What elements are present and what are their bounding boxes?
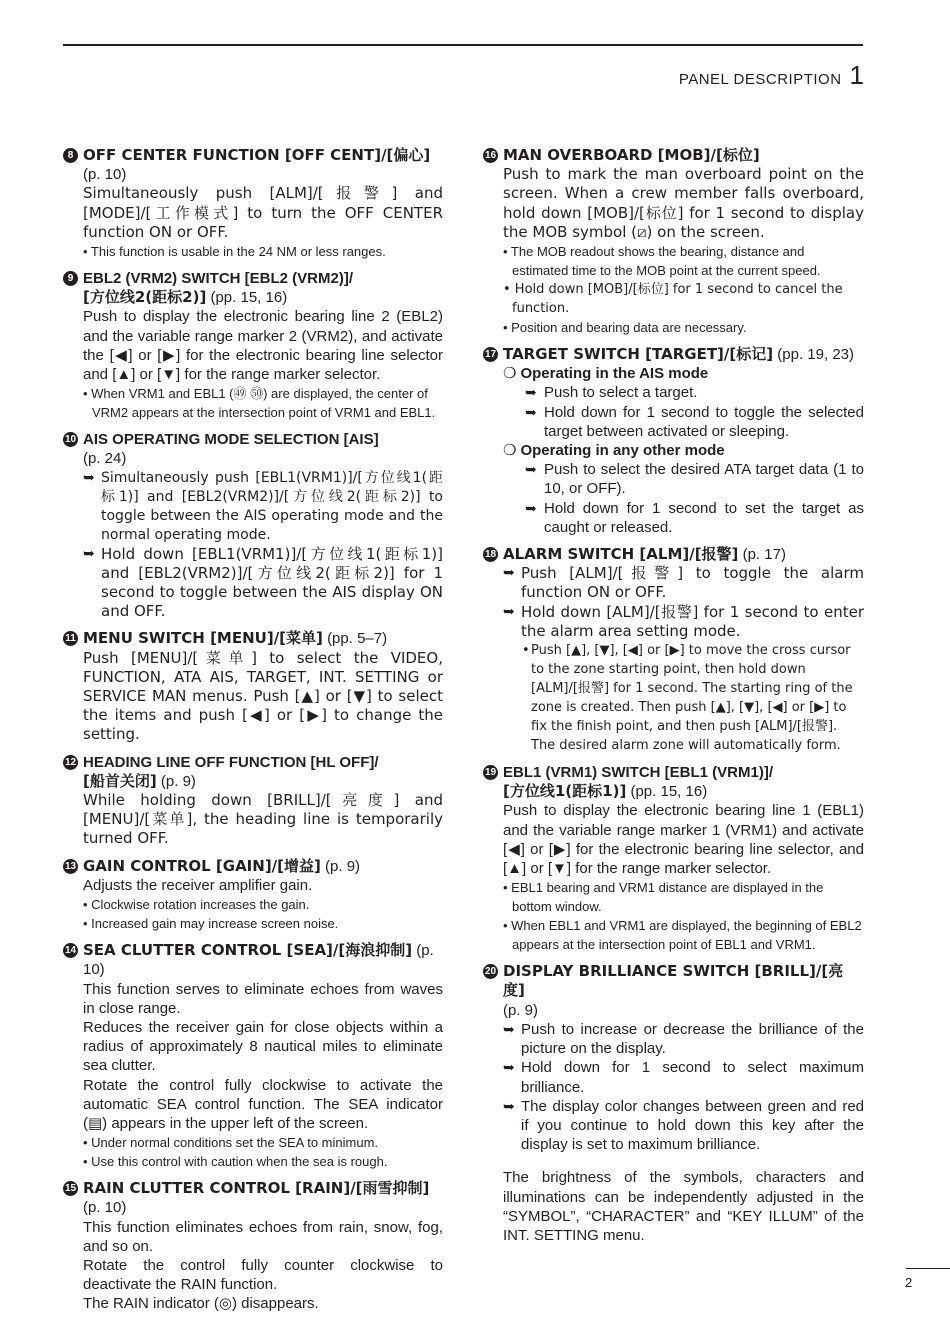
arrow-text: Push to increase or decrease the brilliance of the picture on the display. — [521, 1020, 864, 1058]
note — [483, 280, 864, 318]
note — [63, 384, 443, 422]
page-number: 2 — [905, 1275, 913, 1290]
arrow-item — [483, 1097, 864, 1155]
title-text: EBL2 (VRM2) SWITCH [EBL2 (VRM2)]/ — [83, 270, 353, 288]
subheading-text: Operating in the AIS mode — [520, 365, 709, 383]
arrow-item — [63, 469, 443, 545]
title-text: TARGET SWITCH [TARGET]/[标记] — [503, 345, 774, 364]
section-16 — [483, 146, 864, 337]
page-ref: (p. 9) — [503, 1001, 539, 1019]
note-text: • Position and bearing data are necessary. — [503, 320, 747, 336]
left-column — [63, 146, 443, 1322]
page-ref: (p. 10) — [83, 1199, 127, 1217]
page-ref: (pp. 15, 16) — [210, 289, 288, 307]
number-marker: 16 — [484, 150, 497, 161]
body-text: Adjusts the receiver amplifier gain. — [83, 876, 313, 894]
chapter-number: 1 — [849, 60, 864, 90]
note-text: • EBL1 bearing and VRM1 distance are displayed in the bottom window. — [503, 880, 824, 915]
page-ref: (pp. 15, 16) — [630, 783, 708, 801]
arrow-item — [483, 460, 864, 498]
arrow-icon: ➥ — [503, 1059, 515, 1076]
arrow-text: Hold down [ALM]/[报警] for 1 second to enter the alarm area setting mode. — [521, 602, 864, 640]
arrow-text: Simultaneously push [EBL1(VRM1)]/[方位线1(距标1)] and [EBL2(VRM2)]/[方位线2(距标2)] to toggle between the AIS operating mode and the normal operating mode. — [101, 469, 443, 543]
arrow-text: Hold down [EBL1(VRM1)]/[方位线1(距标1)] and [EBL2(VRM2)]/[方位线2(距标2)] for 1 second to toggle between the AIS display ON and OFF. — [101, 544, 443, 621]
page-ref: (p. 10) — [83, 166, 127, 184]
section-title — [483, 345, 864, 364]
subheading-text: Operating in any other mode — [520, 442, 725, 460]
body-text: This function serves to eliminate echoes from waves in close range. — [83, 980, 443, 1017]
page-header — [679, 60, 864, 91]
note — [483, 878, 864, 916]
arrow-item — [483, 1058, 864, 1096]
title-continued — [483, 782, 864, 801]
title-continued — [63, 288, 443, 307]
section-13 — [63, 857, 443, 933]
title-text: OFF CENTER FUNCTION [OFF CENT]/[偏心] — [83, 146, 431, 164]
arrow-icon: ➥ — [503, 565, 515, 582]
section-title — [63, 146, 443, 165]
title-text: DISPLAY BRILLIANCE SWITCH [BRILL]/[亮度] — [503, 962, 844, 1000]
note — [63, 242, 443, 261]
title-cn: [方位线1(距标1)] — [503, 782, 627, 801]
body-text: Push to display the electronic bearing line 1 (EBL1) and the variable range marker 1 (VRM1) and activate [◀] or [▶] for the electronic bearing line selector, and [▲] or [▼] for the range marker selector. — [503, 802, 864, 878]
section-8 — [63, 146, 443, 261]
note — [483, 242, 864, 280]
subheading — [483, 441, 864, 460]
section-11 — [63, 629, 443, 744]
section-title — [483, 763, 864, 782]
body-text: Push [MENU]/[菜单] to select the VIDEO, FUNCTION, ATA AIS, TARGET, INT. SETTING or SERVICE MAN menus. Push [▲] or [▼] to select the items and push [◀] or [▶] to change the setting. — [83, 648, 443, 744]
arrow-text: Hold down for 1 second to set the target as caught or released. — [544, 499, 864, 536]
bullet-icon: • — [522, 643, 530, 659]
number-marker: 18 — [484, 549, 497, 561]
title-text: HEADING LINE OFF FUNCTION [HL OFF]/ — [83, 753, 379, 771]
section-18 — [483, 545, 864, 755]
title-cn: [方位线2(距标2)] — [83, 288, 207, 307]
circle-bullet-icon: ❍ — [503, 442, 517, 460]
arrow-item — [483, 1020, 864, 1058]
arrow-text: Push [ALM]/[报警] to toggle the alarm function ON or OFF. — [521, 564, 864, 602]
section-title — [63, 857, 443, 876]
section-title — [63, 269, 443, 288]
number-marker: 8 — [63, 148, 78, 163]
section-title — [483, 962, 864, 1000]
number-marker: 19 — [484, 767, 497, 779]
arrow-item — [483, 383, 864, 402]
body-text: Simultaneously push [ALM]/[报警] and [MODE]/[工作模式] to turn the OFF CENTER function ON or OFF. — [83, 184, 443, 241]
title-text: GAIN CONTROL [GAIN]/[增益] — [83, 856, 321, 875]
title-continued — [63, 772, 443, 791]
page-ref: (p. 10) — [83, 942, 434, 979]
arrow-icon: ➥ — [503, 1020, 515, 1037]
note-text: • Increased gain may increase screen noise. — [83, 916, 339, 932]
body-text: Push to display the electronic bearing line 2 (EBL2) and the variable range marker 2 (VRM2), and activate the [◀] or [▶] for the electronic bearing line selector and [▲] or [▼] for the range marker selector. — [83, 308, 443, 384]
arrow-item — [483, 499, 864, 537]
arrow-item — [483, 403, 864, 441]
title-text: EBL1 (VRM1) SWITCH [EBL1 (VRM1)]/ — [503, 764, 773, 782]
number-marker: 11 — [63, 631, 78, 646]
note — [63, 895, 443, 914]
note-text: • Use this control with caution when the sea is rough. — [83, 1154, 388, 1170]
title-text: SEA CLUTTER CONTROL [SEA]/[海浪抑制] — [83, 941, 413, 960]
section-12 — [63, 753, 443, 849]
sub-bullet-text: Push [▲], [▼], [◀] or [▶] to move the cross cursor to the zone starting point, then hold down [ALM]/[报警] for 1 second. The starting ring of the zone is created. Then push [▲], [▼], [◀] or [▶] to fix the finish point, and then push [ALM]/[报警]. The desired alarm zone will automatically form. — [531, 643, 853, 754]
note-text: • When EBL1 and VRM1 are displayed, the beginning of EBL2 appears at the intersection point of EBL1 and VRM1. — [503, 918, 862, 953]
section-label: PANEL DESCRIPTION — [678, 71, 842, 88]
arrow-icon: ➥ — [83, 545, 95, 562]
note — [63, 914, 443, 933]
number-marker: 14 — [64, 945, 77, 957]
title-text: MAN OVERBOARD [MOB]/[标位] — [503, 146, 760, 164]
arrow-text: Push to select a target. — [544, 384, 698, 402]
body-text: Rotate the control fully counter clockwise to deactivate the RAIN function. — [83, 1256, 443, 1294]
note — [63, 1133, 443, 1152]
section-title — [63, 941, 443, 979]
section-19 — [483, 763, 864, 954]
arrow-text: Hold down for 1 second to toggle the selected target between activated or sleeping. — [544, 403, 864, 440]
body-text: While holding down [BRILL]/[亮度] and [MENU]/[菜单], the heading line is temporarily turned OFF. — [83, 791, 443, 848]
page-ref: (p. 9) — [160, 772, 196, 790]
note — [483, 318, 864, 337]
page-ref: (pp. 5–7) — [327, 630, 388, 648]
section-title — [63, 753, 443, 772]
arrow-icon: ➥ — [525, 461, 537, 478]
sub-bullet — [483, 641, 864, 755]
spacer — [483, 1154, 864, 1168]
arrow-icon: ➥ — [83, 469, 95, 486]
body-text: The RAIN indicator (◎) disappears. — [83, 1295, 319, 1313]
body-text: Reduces the receiver gain for close objects within a radius of approximately 8 nautical miles to eliminate sea clutter. — [83, 1018, 443, 1075]
right-column — [483, 146, 864, 1253]
body-text: Rotate the control fully clockwise to activate the automatic SEA control function. The SEA indicator (▤) appears in the upper left of the screen. — [83, 1076, 443, 1132]
section-10 — [63, 430, 443, 621]
arrow-icon: ➥ — [525, 499, 537, 516]
section-title — [63, 1179, 443, 1217]
arrow-item — [483, 564, 864, 602]
arrow-item — [483, 603, 864, 641]
title-cn: [船首关闭] — [83, 771, 157, 790]
note-text: • Clockwise rotation increases the gain. — [83, 897, 310, 913]
body-text: This function eliminates echoes from rain, snow, fog, and so on. — [83, 1218, 443, 1255]
arrow-icon: ➥ — [525, 384, 537, 401]
section-title — [483, 545, 864, 564]
number-marker: 20 — [484, 966, 497, 978]
number-marker: 10 — [64, 434, 77, 446]
arrow-icon: ➥ — [525, 403, 537, 420]
top-rule — [63, 44, 863, 46]
arrow-item — [63, 545, 443, 622]
title-text: MENU SWITCH [MENU]/[菜单] — [83, 629, 323, 648]
number-marker: 9 — [63, 271, 78, 286]
number-marker: 15 — [64, 1183, 77, 1195]
page-ref: (pp. 19, 23) — [777, 346, 854, 364]
subheading — [483, 364, 864, 383]
section-15 — [63, 1179, 443, 1313]
body-text: Push to mark the man overboard point on the screen. When a crew member falls overboard, hold down [MOB]/[标位] for 1 second to display the MOB symbol (⧄) on the screen. — [503, 165, 864, 241]
note — [483, 916, 864, 954]
note-text: • The MOB readout shows the bearing, distance and estimated time to the MOB point at the current speed. — [503, 244, 821, 279]
circle-bullet-icon: ❍ — [503, 365, 517, 383]
number-marker: 12 — [64, 756, 77, 768]
section-9 — [63, 269, 443, 422]
note-text: • Hold down [MOB]/[标位] for 1 second to cancel the function. — [503, 282, 843, 317]
page-ref: (p. 17) — [742, 546, 786, 564]
section-17 — [483, 345, 864, 537]
section-title — [63, 629, 443, 648]
title-text: RAIN CLUTTER CONTROL [RAIN]/[雨雪抑制] — [83, 1179, 430, 1198]
note-text: • Under normal conditions set the SEA to minimum. — [83, 1135, 379, 1151]
closing-paragraph: The brightness of the symbols, characters and illuminations can be independently adjusted in the “SYMBOL”, “CHARACTER” and “KEY ILLUM” of the INT. SETTING menu. — [503, 1169, 864, 1244]
section-20 — [483, 962, 864, 1245]
page-ref: (p. 24) — [83, 450, 127, 468]
number-marker: 17 — [484, 349, 497, 361]
note-text: • This function is usable in the 24 NM or less ranges. — [83, 244, 386, 260]
title-text: AIS OPERATING MODE SELECTION [AIS] — [83, 431, 379, 449]
arrow-text: Push to select the desired ATA target data (1 to 10, or OFF). — [544, 461, 864, 498]
note-text: • When VRM1 and EBL1 (㊾ ㊿) are displayed, the center of VRM2 appears at the intersection point of VRM1 and EBL1. — [83, 386, 436, 421]
section-title — [483, 146, 864, 165]
number-marker: 13 — [64, 860, 77, 872]
footer-rule — [906, 1268, 950, 1269]
section-title — [63, 430, 443, 449]
arrow-text: The display color changes between green and red if you continue to hold down this key after the display is set to maximum brilliance. — [521, 1097, 864, 1154]
note — [63, 1152, 443, 1171]
arrow-icon: ➥ — [503, 603, 515, 620]
page-ref: (p. 9) — [325, 857, 361, 875]
arrow-text: Hold down for 1 second to select maximum brilliance. — [521, 1059, 864, 1096]
title-text: ALARM SWITCH [ALM]/[报警] — [503, 545, 739, 564]
section-14 — [63, 941, 443, 1171]
arrow-icon: ➥ — [503, 1097, 515, 1114]
